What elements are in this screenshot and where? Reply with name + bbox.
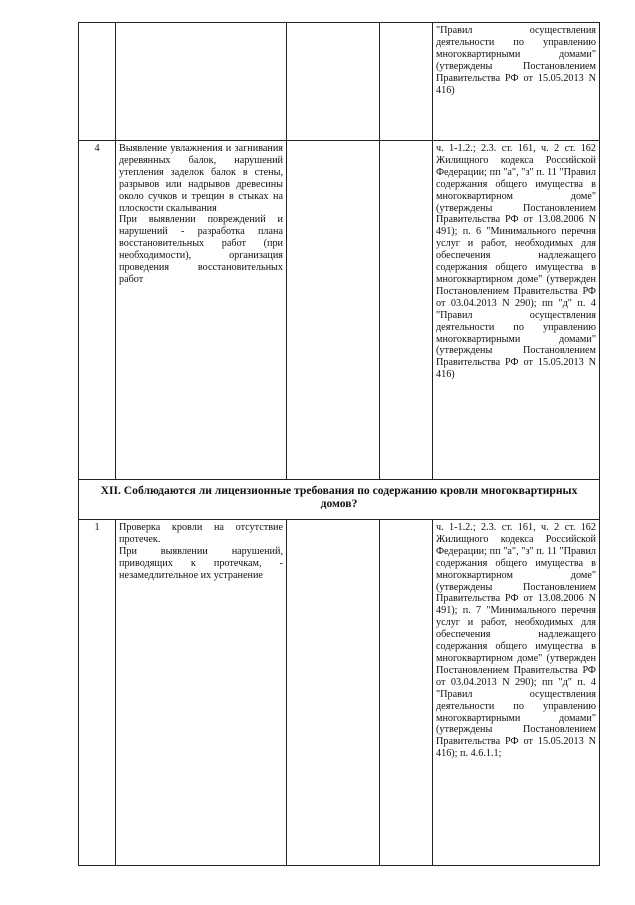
legal-basis-cell: ч. 1-1.2.; 2.3. ст. 161, ч. 2 ст. 162 Жилищного кодекса Российской Федерации; пп "а", "з" п. 11 "Правил содержания общего имущества в многоквартирном доме" (утверждены Постановлением Правительства РФ от 13.08.2006 N 491); п. 6 "Минимального перечня услуг и работ, необходимых для обеспечения надлежащего содержания общего имущества в многоквартирном доме" (утвержден Постановлением Правительства РФ от 03.04.2013 N 290); пп "д" п. 4 "Правил осуществления деятельности по управлению многоквартирными домами" (утверждены Постановлением Правительства РФ от 15.05.2013 N 416) (433, 141, 600, 480)
legal-basis-cell: "Правил осуществления деятельности по управлению многоквартирными домами" (утверждены Постановлением Правительства РФ от 15.05.2013 N 416) (433, 23, 600, 141)
table-row (79, 141, 600, 480)
requirements-table (78, 22, 600, 866)
table-row (79, 520, 600, 866)
empty-cell (287, 520, 380, 866)
row-description-cell: Выявление увлажнения и загнивания деревянных балок, нарушений утепления заделок балок в стены, разрывов или надрывов древесины около сучков и трещин в стыках на плоскости скалывания При выявлении повреждений и нарушений - разработка плана восстановительных работ (при необходимости), организация проведения восстановительных работ (116, 141, 287, 480)
empty-cell (380, 520, 433, 866)
empty-cell (287, 141, 380, 480)
empty-cell (380, 141, 433, 480)
section-title: XII. Соблюдаются ли лицензионные требования по содержанию кровли многоквартирных домов? (79, 480, 600, 520)
legal-basis-cell: ч. 1-1.2.; 2.3. ст. 161, ч. 2 ст. 162 Жилищного кодекса Российской Федерации; пп "а", "з" п. 11 "Правил содержания общего имущества в многоквартирном доме" (утверждены Постановлением Правительства РФ от 13.08.2006 N 491); п. 7 "Минимального перечня услуг и работ, необходимых для обеспечения надлежащего содержания общего имущества в многоквартирном доме" (утвержден Постановлением Правительства РФ от 03.04.2013 N 290); пп "д" п. 4 "Правил осуществления деятельности по управлению многоквартирными домами" (утверждены Постановлением Правительства РФ от 15.05.2013 N 416); п. 4.6.1.1; (433, 520, 600, 866)
row-number-cell (79, 23, 116, 141)
row-number-cell: 1 (79, 520, 116, 866)
table-row (79, 23, 600, 141)
row-description-cell (116, 23, 287, 141)
row-number-cell: 4 (79, 141, 116, 480)
row-description-cell: Проверка кровли на отсутствие протечек. При выявлении нарушений, приводящих к протечкам, - незамедлительное их устранение (116, 520, 287, 866)
empty-cell (380, 23, 433, 141)
section-header-row (79, 480, 600, 520)
empty-cell (287, 23, 380, 141)
